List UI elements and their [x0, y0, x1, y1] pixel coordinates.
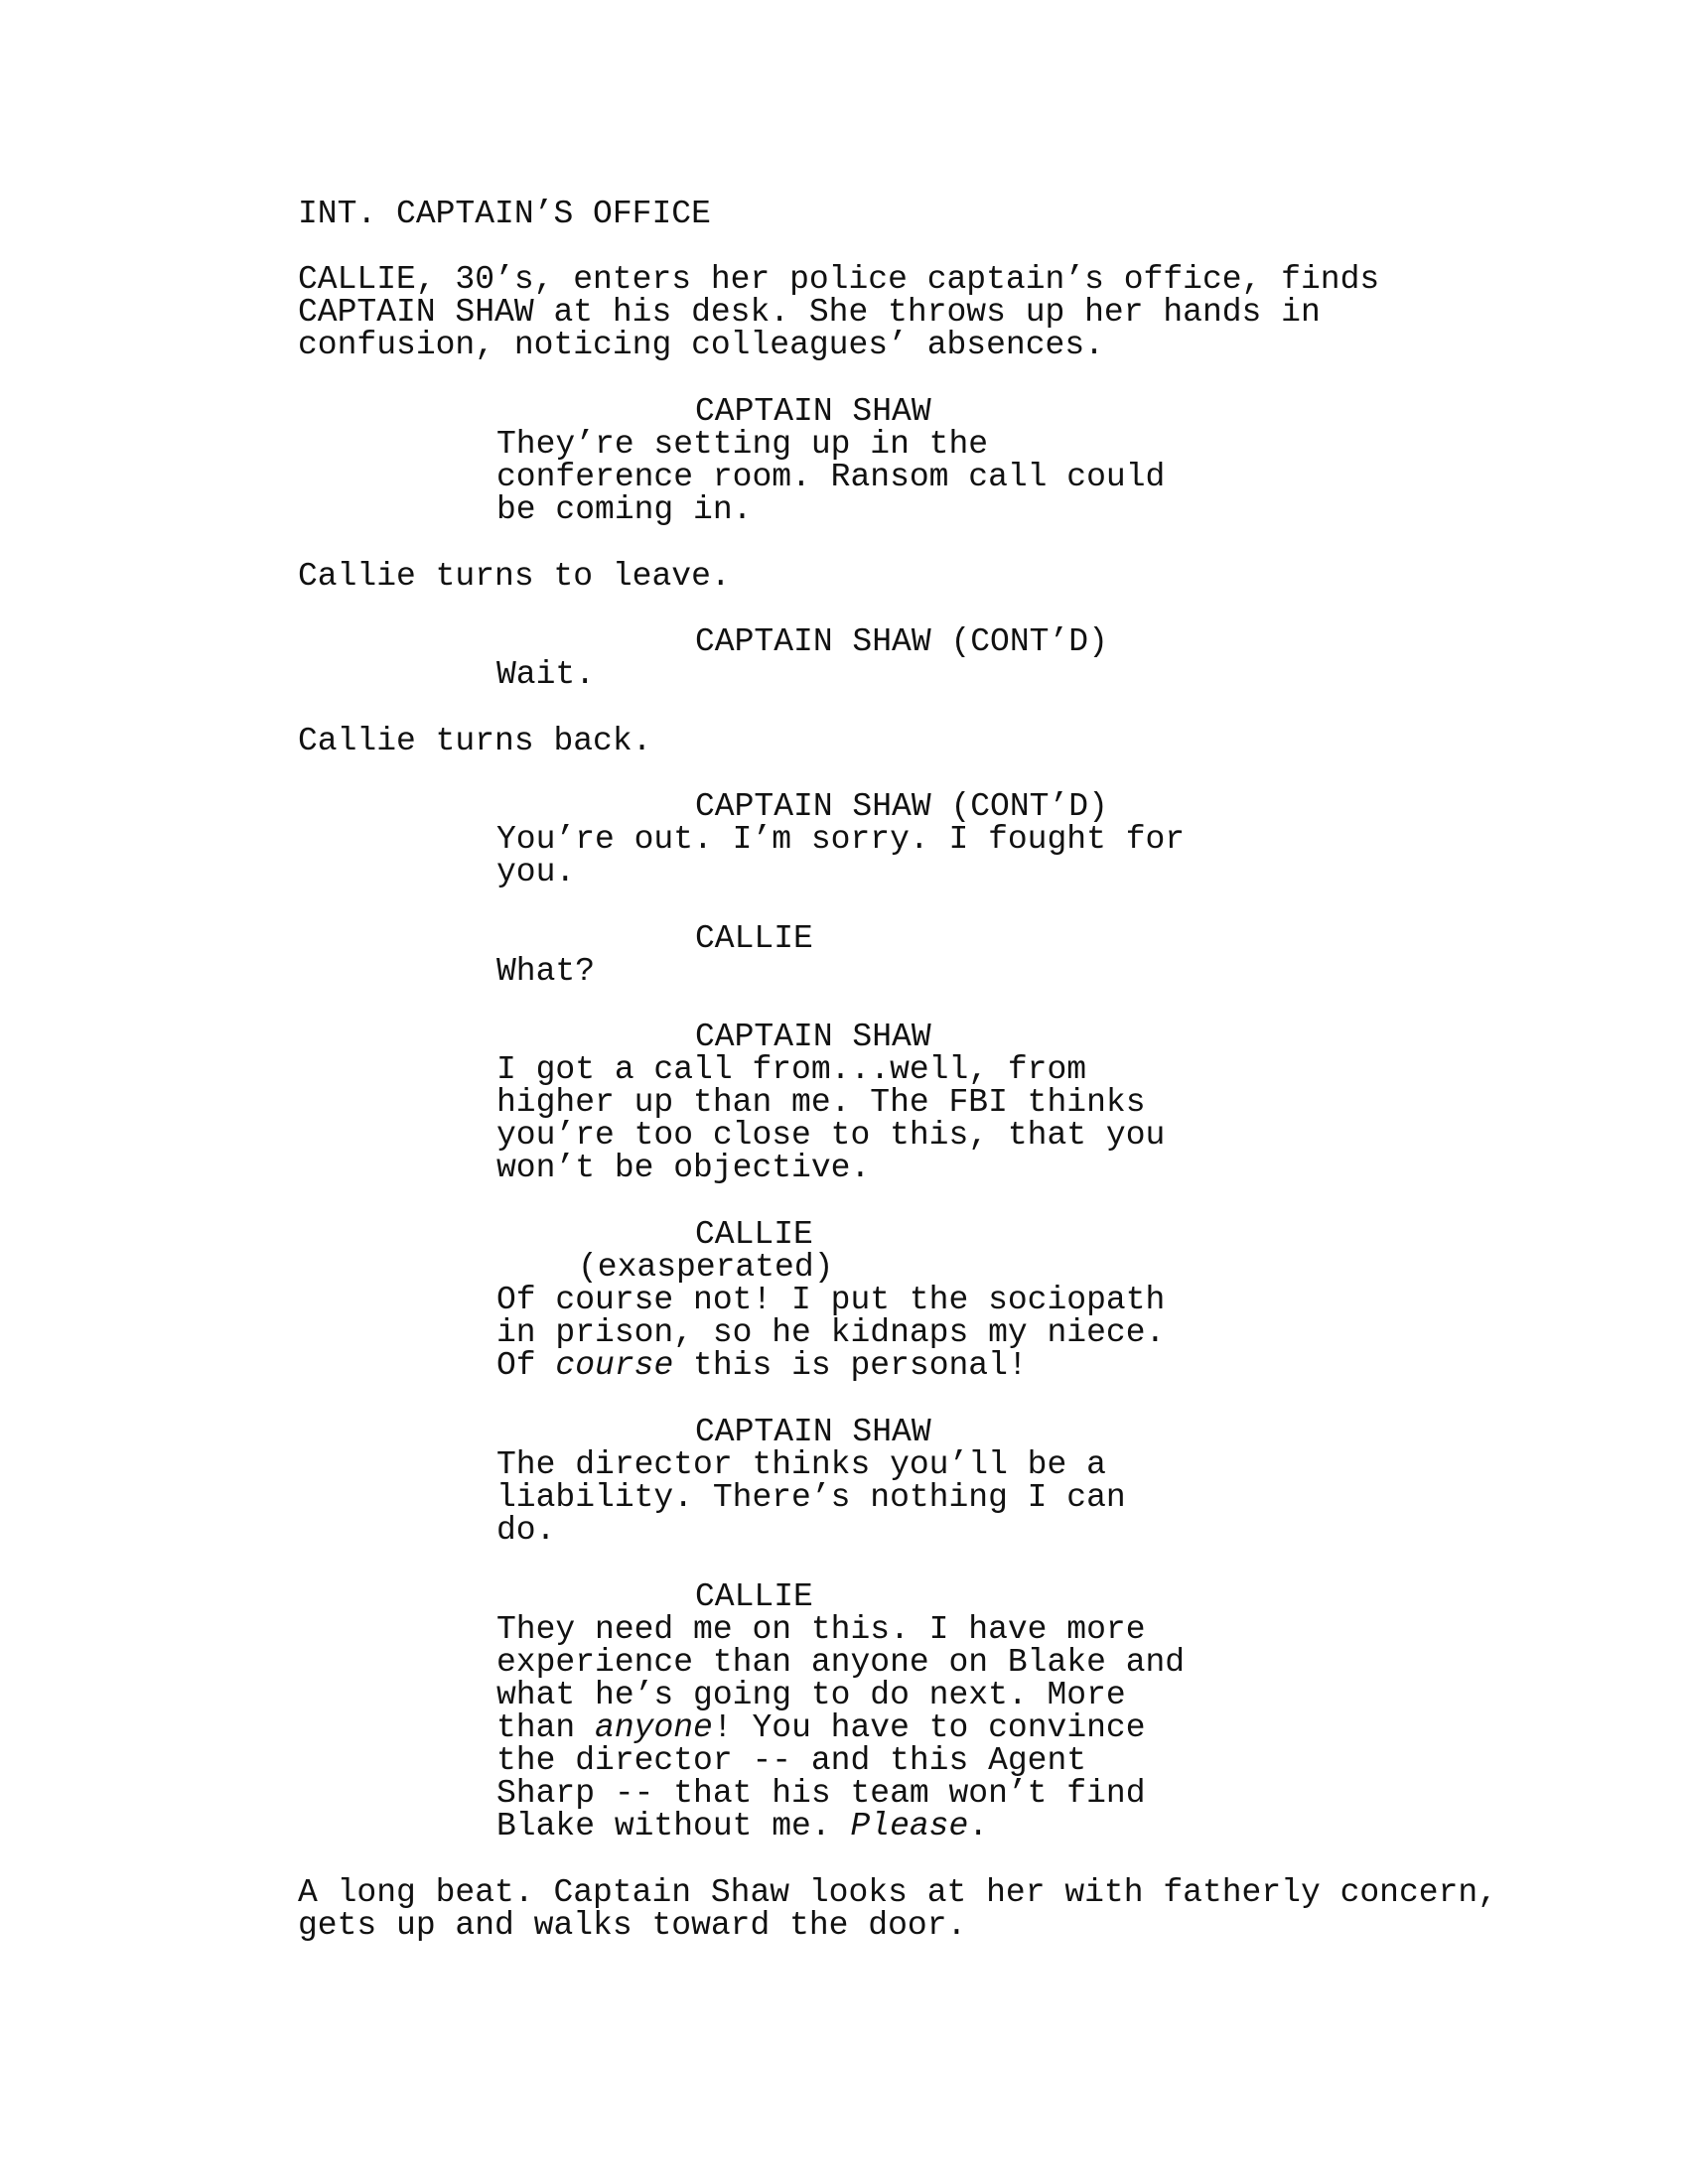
- dialogue-line: in prison, so he kidnaps my niece.: [496, 1314, 1166, 1351]
- dialogue-text: ! You have to convince: [712, 1709, 1146, 1746]
- dialogue-line: They need me on this. I have more: [496, 1611, 1146, 1648]
- dialogue-line: be coming in.: [496, 491, 753, 528]
- parenthetical: (exasperated): [578, 1249, 834, 1286]
- character-name: CAPTAIN SHAW: [695, 1019, 931, 1055]
- action-line: CALLIE, 30’s, enters her police captain’s office, finds: [298, 261, 1380, 298]
- character-name: CAPTAIN SHAW (CONT’D): [695, 623, 1108, 660]
- character-name: CAPTAIN SHAW (CONT’D): [695, 788, 1108, 825]
- action-line: gets up and walks toward the door.: [298, 1907, 967, 1944]
- dialogue-line: liability. There’s nothing I can: [496, 1479, 1126, 1516]
- action-line: CAPTAIN SHAW at his desk. She throws up her hands in: [298, 294, 1321, 331]
- dialogue-line: conference room. Ransom call could: [496, 459, 1166, 495]
- character-name: CAPTAIN SHAW: [695, 393, 931, 430]
- dialogue-line: What?: [496, 953, 596, 990]
- dialogue-text: .: [968, 1808, 989, 1844]
- dialogue-line: You’re out. I’m sorry. I fought for: [496, 821, 1186, 858]
- character-name: CAPTAIN SHAW: [695, 1414, 931, 1450]
- dialogue-line: you.: [496, 854, 576, 890]
- dialogue-line: higher up than me. The FBI thinks: [496, 1084, 1146, 1121]
- dialogue-line: I got a call from...well, from: [496, 1051, 1087, 1088]
- dialogue-line: Wait.: [496, 656, 596, 693]
- action-line: A long beat. Captain Shaw looks at her with fatherly concern,: [298, 1874, 1497, 1911]
- emphasis-text: anyone: [595, 1709, 713, 1746]
- dialogue-line: The director thinks you’ll be a: [496, 1446, 1106, 1483]
- action-line: confusion, noticing colleagues’ absences.: [298, 327, 1104, 363]
- dialogue-line: Of course not! I put the sociopath: [496, 1282, 1166, 1318]
- dialogue-line: the director -- and this Agent: [496, 1742, 1087, 1779]
- dialogue-line: Sharp -- that his team won’t find: [496, 1775, 1146, 1812]
- dialogue-text: this is personal!: [673, 1347, 1028, 1384]
- action-line: Callie turns back.: [298, 723, 652, 759]
- character-name: CALLIE: [695, 1216, 813, 1253]
- dialogue-line: do.: [496, 1512, 556, 1549]
- character-name: CALLIE: [695, 1578, 813, 1615]
- emphasis-text: course: [555, 1347, 674, 1384]
- scene-heading: INT. CAPTAIN’S OFFICE: [298, 196, 711, 232]
- dialogue-text: Of: [496, 1347, 556, 1384]
- dialogue-line: They’re setting up in the: [496, 426, 989, 463]
- dialogue-line: [496, 1810, 988, 1843]
- emphasis-text: Please: [850, 1808, 969, 1844]
- action-line: Callie turns to leave.: [298, 558, 731, 595]
- dialogue-text: Blake without me.: [496, 1808, 851, 1844]
- dialogue-line: [496, 1349, 1028, 1382]
- dialogue-line: experience than anyone on Blake and: [496, 1644, 1186, 1681]
- dialogue-line: what he’s going to do next. More: [496, 1677, 1126, 1713]
- dialogue-line: you’re too close to this, that you: [496, 1117, 1166, 1154]
- dialogue-text: than: [496, 1709, 596, 1746]
- dialogue-line: [496, 1711, 1146, 1744]
- character-name: CALLIE: [695, 920, 813, 957]
- dialogue-line: won’t be objective.: [496, 1150, 871, 1186]
